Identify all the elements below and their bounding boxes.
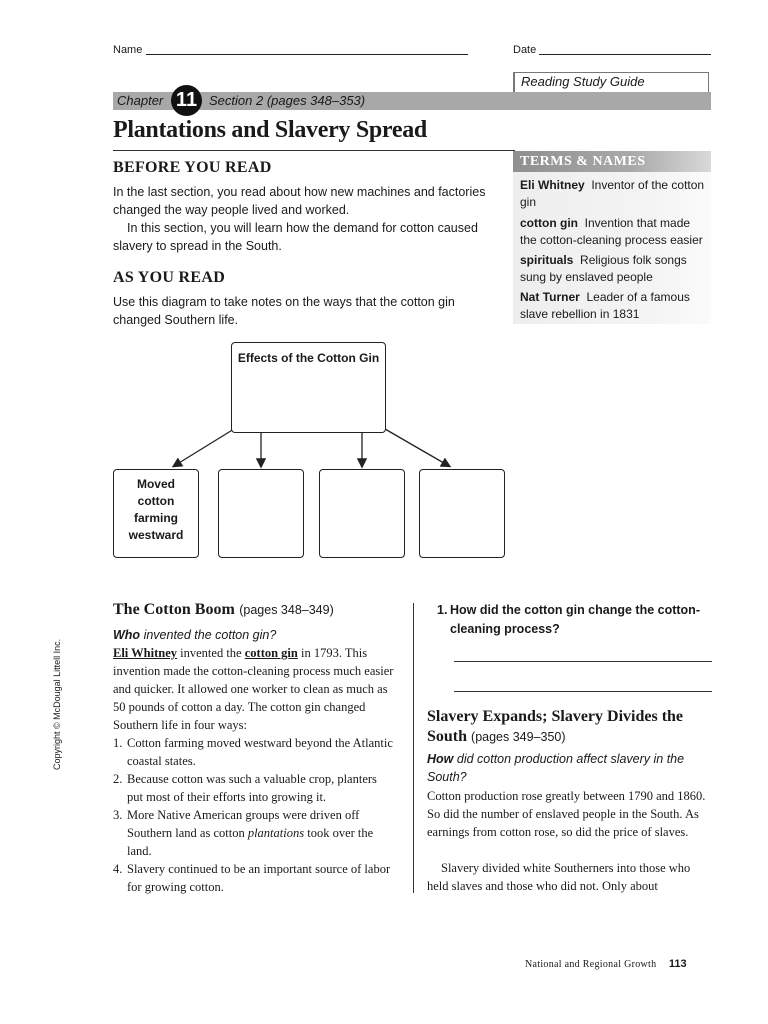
term-eli-whitney: Eli Whitney xyxy=(113,646,178,660)
footer xyxy=(525,954,687,972)
list-item xyxy=(113,770,395,806)
term-name: Eli Whitney xyxy=(520,178,585,192)
page-number: 113 xyxy=(668,958,687,970)
chapter-number-badge: 11 xyxy=(171,85,202,116)
diagram-effect-box[interactable] xyxy=(319,469,405,558)
answer-line[interactable] xyxy=(454,661,712,662)
list-item xyxy=(113,734,395,770)
term-name: Nat Turner xyxy=(520,290,580,304)
before-you-read-p2: In this section, you will learn how the demand for cotton caused slavery to spread in the South. xyxy=(113,221,478,253)
cotton-boom-text-1: invented the xyxy=(180,646,242,660)
before-you-read-p1: In the last section, you read about how new machines and factories changed the way people lived and worked. xyxy=(113,185,486,217)
question-text: How did the cotton gin change the cotton-cleaning process? xyxy=(450,603,700,636)
term-definition: Religious folk songs sung by enslaved people xyxy=(520,253,687,284)
cotton-boom-question xyxy=(113,626,276,644)
question-lead: How xyxy=(427,752,454,766)
name-label: Name xyxy=(113,44,143,56)
diagram-effect-box[interactable] xyxy=(419,469,505,558)
as-you-read-heading: AS YOU READ xyxy=(113,269,226,286)
terms-and-names-heading: TERMS & NAMES xyxy=(513,151,711,172)
arrow-1 xyxy=(174,429,234,466)
diagram-top-box xyxy=(231,342,386,433)
question-rest: invented the cotton gin? xyxy=(143,628,277,642)
list-text: Cotton farming moved westward beyond the Atlantic coastal states. xyxy=(127,736,393,768)
slavery-expands-pages: (pages 349–350) xyxy=(471,730,566,744)
question-rest: did cotton production affect slavery in the South? xyxy=(427,752,685,784)
term-name: cotton gin xyxy=(520,216,578,230)
term-definition: Leader of a famous slave rebellion in 1831 xyxy=(520,290,690,321)
term-cotton-gin: cotton gin xyxy=(244,646,298,660)
as-you-read-p1: Use this diagram to take notes on the ways that the cotton gin changed Southern life. xyxy=(113,295,455,327)
list-text: Because cotton was such a valuable crop, planters put most of their efforts into growing it. xyxy=(127,772,377,804)
term-definition: Invention that made the cotton-cleaning process easier xyxy=(520,216,703,247)
list-text: took over the land. xyxy=(127,826,374,858)
arrow-4 xyxy=(385,429,449,466)
answer-line[interactable] xyxy=(454,691,712,692)
diagram-top-label: Effects of the Cotton Gin xyxy=(237,351,380,365)
slavery-expands-p1: Cotton production rose greatly between 1790 and 1860. So did the number of enslaved people in the South. As earnings from cotton rose, so did the price of slaves. xyxy=(427,789,706,839)
cotton-boom-heading xyxy=(113,601,408,619)
cotton-boom-text-2: in 1793. This invention made the cotton-cleaning process much easier and quicker. It allowed one worker to clean as much as 50 pounds of cotton a day. The cotton gin changed Southern life in four ways: xyxy=(113,646,394,732)
term-name: spirituals xyxy=(520,253,574,267)
question-lead: Who xyxy=(113,628,141,642)
list-item xyxy=(113,860,395,896)
reading-study-guide-tab: Reading Study Guide xyxy=(513,72,709,92)
term-definition: Inventor of the cotton gin xyxy=(520,178,705,209)
slavery-expands-question xyxy=(427,750,712,786)
page-title: Plantations and Slavery Spread xyxy=(113,117,427,143)
question-number: 1. xyxy=(437,603,448,617)
slavery-expands-title: Slavery Expands; Slavery Divides the South xyxy=(427,708,684,745)
before-you-read-heading: BEFORE YOU READ xyxy=(113,159,272,176)
copyright-notice: Copyright © McDougal Littell Inc. xyxy=(52,638,62,770)
list-number: 1. xyxy=(113,736,123,750)
diagram-effect-box xyxy=(113,469,199,558)
cotton-boom-body xyxy=(113,644,395,734)
column-divider xyxy=(413,603,414,893)
diagram-effect-box[interactable] xyxy=(218,469,304,558)
list-text: Slavery continued to be an important source of labor for growing cotton. xyxy=(127,862,391,894)
date-label: Date xyxy=(513,44,537,56)
question-1 xyxy=(437,601,707,639)
list-text: More Native American groups were driven off Southern land as cotton xyxy=(127,808,360,840)
cotton-boom-title: The Cotton Boom xyxy=(113,601,235,618)
cotton-boom-pages: (pages 348–349) xyxy=(239,603,334,617)
list-number: 2. xyxy=(113,772,123,786)
list-number: 3. xyxy=(113,808,123,822)
chapter-label: Chapter xyxy=(117,93,164,108)
slavery-expands-p2: Slavery divided white Southerners into those who held slaves and those who did not. Only about xyxy=(427,861,691,893)
diagram-effect-label: Moved cotton farming westward xyxy=(128,477,184,542)
footer-unit-title: National and Regional Growth xyxy=(525,959,657,970)
section-label: Section 2 (pages 348–353) xyxy=(209,93,366,108)
list-item xyxy=(113,806,395,860)
slavery-expands-heading xyxy=(427,707,712,747)
list-text-italic: plantations xyxy=(247,826,305,840)
cotton-gin-effects-list xyxy=(113,734,395,896)
list-number: 4. xyxy=(113,862,123,876)
